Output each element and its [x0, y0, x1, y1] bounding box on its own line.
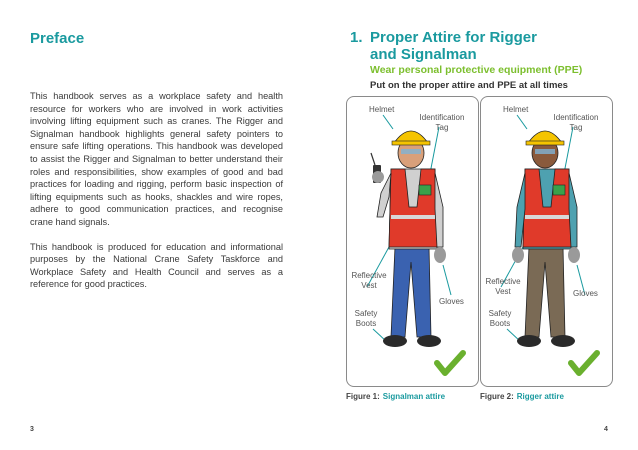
section-number: 1.: [350, 29, 363, 46]
page-number-left: 3: [30, 426, 34, 433]
boots-label-2-line1: Safety: [488, 309, 512, 318]
id-tag-label-1-line1: Identification: [419, 113, 465, 122]
section-subtitle: Wear personal protective equipment (PPE): [370, 64, 583, 76]
vest-label-2-line2: Vest: [495, 287, 511, 296]
gloves-label-1: Gloves: [439, 297, 464, 306]
section-title-line1: Proper Attire for Rigger: [370, 29, 537, 46]
figure-2-caption-prefix: Figure 2:: [480, 392, 514, 401]
preface-body: [30, 90, 283, 303]
figure-2-caption-name: Rigger attire: [516, 392, 564, 401]
id-tag-label-1: [417, 113, 467, 133]
id-tag-label-2: [551, 113, 601, 133]
page-number-right: 4: [604, 426, 608, 433]
id-tag-label-1-line2: Tag: [435, 123, 449, 132]
boots-label-2-line2: Boots: [489, 319, 511, 328]
vest-label-1: [349, 271, 389, 291]
helmet-label-2: Helmet: [503, 105, 529, 114]
figure-1-caption: [346, 392, 445, 401]
figure-1-caption-name: Signalman attire: [382, 392, 446, 401]
figure-1-panel: [346, 96, 479, 387]
vest-label-2-line1: Reflective: [485, 277, 521, 286]
preface-paragraph-1: This handbook serves as a workplace safety and health resource for workers who are involved in work activities involving lifting equipment such as cranes. The Rigger and Signalman handbook highlights general safety pointers to ensure safe lifting operations. This handbook was developed to assist the Rigger and Signalman to better understand their roles and responsibilities, show examples of good and bad practices for loading and rigging, perform basic inspection of lifting equipments such as hooks, shackles and wire ropes, adhere to good communication practices, and recognise crane hand signals.: [30, 91, 283, 227]
vest-label-1-line1: Reflective: [351, 271, 387, 280]
boots-label-1: [351, 309, 381, 329]
signalman-illustration: [347, 97, 479, 387]
section-title-line2: and Signalman: [370, 46, 477, 63]
boots-label-1-line1: Safety: [354, 309, 378, 318]
boots-label-1-line2: Boots: [355, 319, 377, 328]
section-title: [350, 29, 537, 63]
figure-2-caption: [480, 392, 564, 401]
section-subline: Put on the proper attire and PPE at all times: [370, 80, 568, 91]
figure-2-panel: [480, 96, 613, 387]
boots-label-2: [485, 309, 515, 329]
vest-label-1-line2: Vest: [361, 281, 377, 290]
gloves-label-2: Gloves: [573, 289, 598, 298]
vest-label-2: [483, 277, 523, 297]
helmet-label-1: Helmet: [369, 105, 395, 114]
id-tag-label-2-line2: Tag: [569, 123, 583, 132]
rigger-illustration: [481, 97, 613, 387]
preface-paragraph-2: This handbook is produced for education and informational purposes by the National Crane Safety Taskforce and Workplace Safety and Health Council and serves as a reference for good practices.: [30, 241, 283, 290]
preface-title: Preface: [30, 30, 85, 47]
id-tag-label-2-line1: Identification: [553, 113, 599, 122]
figure-1-caption-prefix: Figure 1:: [346, 392, 380, 401]
